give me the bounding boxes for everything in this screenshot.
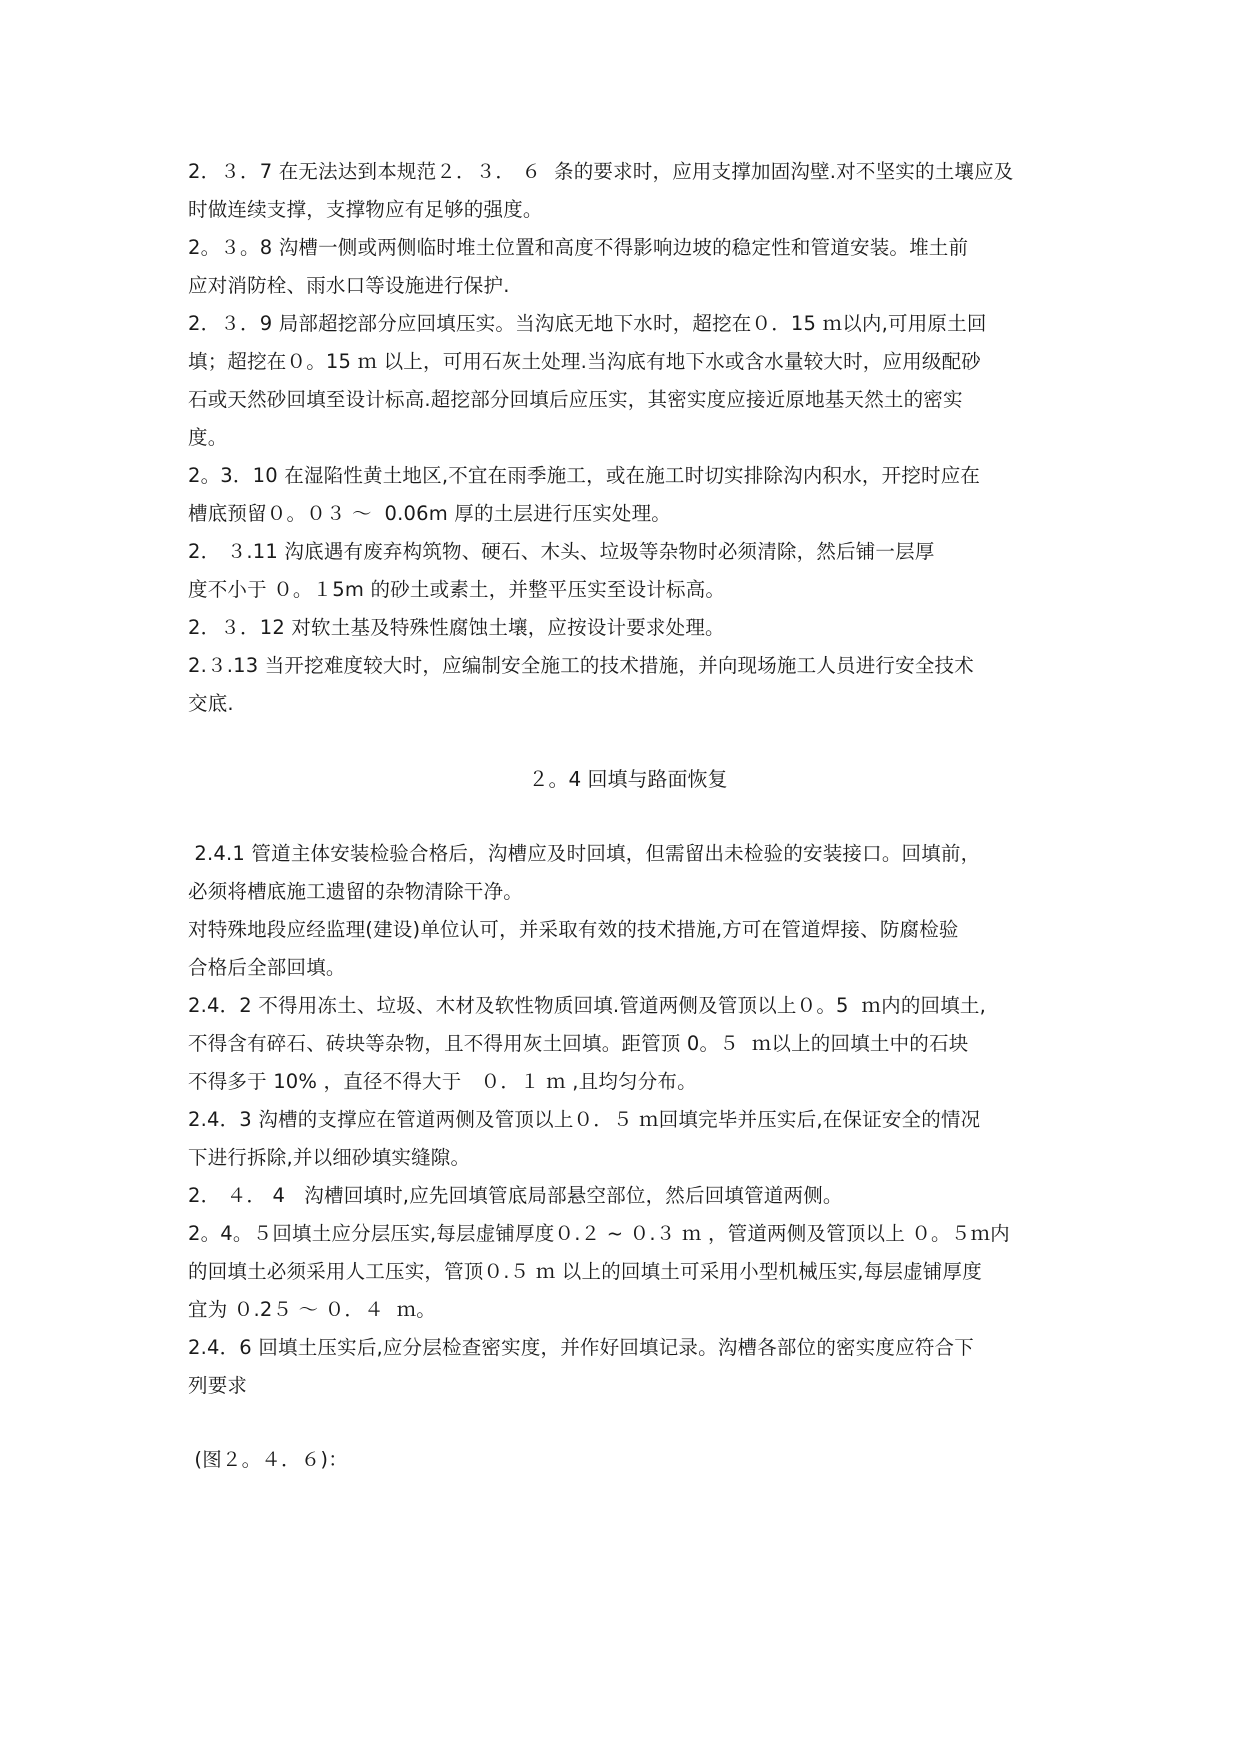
text-line: 的回填土必须采用人工压实，管顶０.５ ｍ 以上的回填土可采用小型机械压实,每层虚铺厚度 [188,1260,982,1283]
text-line: 度。 [188,426,228,449]
text-line: 下进行拆除,并以细砂填实缝隙。 [188,1146,471,1169]
text-line: 石或天然砂回填至设计标高.超挖部分回填后应压实，其密实度应接近原地基天然土的密实 [188,388,963,411]
text-line: 2.4．6 回填土压实后,应分层检查密实度，并作好回填记录。沟槽各部位的密实度应符合下 [188,1336,974,1359]
text-line: 2.4.1 管道主体安装检验合格后，沟槽应及时回填，但需留出未检验的安装接口。回填前， [188,842,981,865]
section-2-4 [188,835,1068,1405]
text-line: 2． ４． 4 沟槽回填时,应先回填管底局部悬空部位，然后回填管道两侧。 [188,1184,843,1207]
text-line: 2．３．9 局部超挖部分应回填压实。当沟底无地下水时，超挖在０．15 ｍ以内,可用原土回 [188,312,987,335]
text-line: 不得含有碎石、砖块等杂物，且不得用灰土回填。距管顶 0。５ ｍ以上的回填土中的石块 [188,1032,969,1055]
text-line: 列要求 [188,1374,248,1397]
section-2-3 [188,153,1068,723]
text-line: 不得多于 10% ，直径不得大于 ０．１ ｍ ,且均匀分布。 [188,1070,697,1093]
text-line: 2． ３.11 沟底遇有废弃构筑物、硬石、木头、垃圾等杂物时必须清除，然后铺一层厚 [188,540,935,563]
spacer [188,1405,1068,1441]
text-line: 2.4．2 不得用冻土、垃圾、木材及软性物质回填.管道两侧及管顶以上０。5 ｍ内的回填土, [188,994,987,1017]
text-line: 时做连续支撑，支撑物应有足够的强度。 [188,198,543,221]
text-line: 交底. [188,692,234,715]
spacer [188,723,1068,759]
text-line: 必须将槽底施工遗留的杂物清除干净。 [188,880,523,903]
text-line: 度不小于 ０。１5m 的砂土或素土，并整平压实至设计标高。 [188,578,726,601]
figure-reference: (图２。４．６)： [188,1448,348,1471]
text-line: 2。3．10 在湿陷性黄土地区,不宜在雨季施工，或在施工时切实排除沟内积水，开挖时应在 [188,464,981,487]
text-line: 对特殊地段应经监理(建设)单位认可，并采取有效的技术措施,方可在管道焊接、防腐检验 [188,918,959,941]
text-line: 2.３.13 当开挖难度较大时，应编制安全施工的技术措施，并向现场施工人员进行安全技术 [188,654,974,677]
text-line: 应对消防栓、雨水口等设施进行保护. [188,274,510,297]
text-line: 2。３。8 沟槽一侧或两侧临时堆土位置和高度不得影响边坡的稳定性和管道安装。堆土前 [188,236,969,259]
text-line: 2。4。５回填土应分层压实,每层虚铺厚度０.２ ~ ０.３ ｍ ，管道两侧及管顶以上 ０。５ｍ内 [188,1222,1010,1245]
document-body [188,153,1068,1479]
text-line: 合格后全部回填。 [188,956,346,979]
text-line: 2．３．12 对软土基及特殊性腐蚀土壤，应按设计要求处理。 [188,616,725,639]
text-line: 2．３．7 在无法达到本规范２．３． ６ 条的要求时，应用支撑加固沟壁.对不坚实的土壤应及 [188,160,1014,183]
text-line: 填；超挖在０。15 ｍ 以上，可用石灰土处理.当沟底有地下水或含水量较大时，应用级配砂 [188,350,982,373]
spacer [188,799,1068,835]
text-line: 槽底预留０。０３ ～ 0.06m 厚的土层进行压实处理。 [188,502,672,525]
section-heading: ２。4 回填与路面恢复 [528,767,728,791]
text-line: 宜为 ０.2５ ～ ０．４ ｍ。 [188,1298,436,1321]
text-line: 2.4．3 沟槽的支撑应在管道两侧及管顶以上０．５ ｍ回填完毕并压实后,在保证安全的情况 [188,1108,981,1131]
